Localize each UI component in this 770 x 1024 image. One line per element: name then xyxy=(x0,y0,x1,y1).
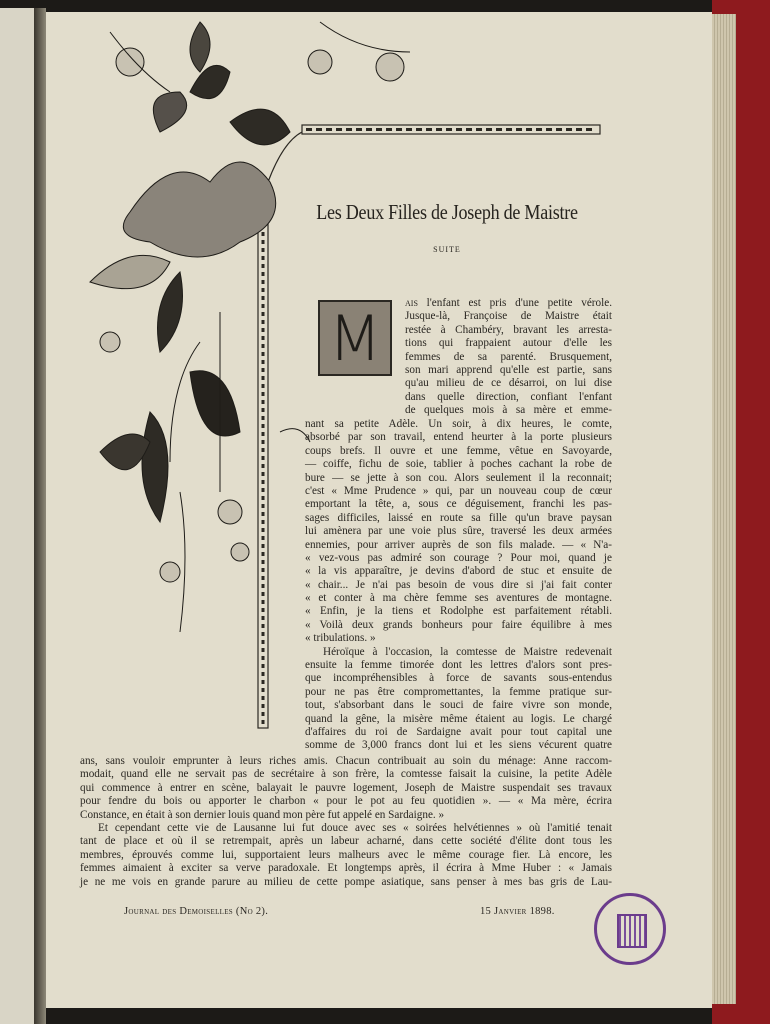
text-line: quand la gêne, la misère même étaient au logis. Le chargé xyxy=(305,712,612,725)
text-line: dans quelle direction, confiant l'enfant xyxy=(405,390,612,403)
footer-date: 15 Janvier 1898. xyxy=(480,906,555,917)
library-stamp xyxy=(594,893,666,965)
text-line: ans, sans vouloir emprunter à leurs riches amis. Chacun contribuait au soin du ménage: Anne raccom- xyxy=(80,755,612,767)
book-gutter xyxy=(34,8,46,1024)
text-block-column xyxy=(305,418,612,753)
text-line: Et cependant cette vie de Lausanne lui fut douce avec ses « soirées helvétiennes » où l'amitié tenait xyxy=(98,821,612,834)
text-line: d'affaires du roi de Sardaigne avait pour tout capital une xyxy=(305,725,612,738)
first-word: ais xyxy=(405,297,418,309)
text-line: « vez-vous pas admiré son courage ? Pour moi, quand je xyxy=(305,551,612,564)
text-line: modait, quand elle ne servait pas de secrétaire à son frère, la comtesse faisait la cuisine, la petite Adèle xyxy=(80,768,612,781)
footer-journal: Journal des Demoiselles (No 2). xyxy=(124,906,269,917)
text-line: femmes de sa parenté. Brusquement, xyxy=(405,350,612,363)
article-subtitle: SUITE xyxy=(433,245,461,254)
text-line: bure — se jette à son cou. Alors seulement il la reconnait; xyxy=(305,471,612,484)
text-line: qui commence à entrer en scène, balayait le pauvre logement, Joseph de Maistre suspendait ses travaux xyxy=(80,781,612,794)
text-line: absorbé par son travail, entend heurter à la porte plusieurs xyxy=(305,431,612,444)
text-line: je ne me vois en grande parure au milieu de cette pompe asiatique, sans penser à mes bas gris de Lau- xyxy=(80,875,612,888)
text-line: qu'au milieu de ce désarroi, on lui dise xyxy=(405,377,612,390)
text-line: membres, éprouvés comme lui, supportaient leurs malheurs avec le même courage fier. Là encore, les xyxy=(80,848,612,861)
text-line: « et conter à ma chère femme ses aventures de montagne. xyxy=(305,592,612,605)
line-text: l'enfant est pris d'une petite vérole. xyxy=(417,297,612,309)
text-line: tant de place et où il se retrempait, après un labeur acharné, dans cette société d'élite dont tous les xyxy=(80,835,612,848)
text-line: ennemies, pour arriver auprès de son fils malade. — « N'a- xyxy=(305,538,612,551)
text-line: « la vis apparaître, je devins d'abord de stuc et ensuite de xyxy=(305,565,612,578)
text-block-full xyxy=(80,755,612,889)
text-line: ensuite la femme timorée dont les lettres d'alors sont pres- xyxy=(305,659,612,672)
text-line: « tribulations. » xyxy=(305,632,376,645)
text-line: Constance, en était à son dernier louis quand mon père fut appelé en Sardaigne. » xyxy=(80,808,445,821)
text-line: que incompréhensibles à force de savants sous-entendus xyxy=(305,672,612,685)
text-line: restée à Chambéry, bravant les arresta- xyxy=(405,323,612,336)
text-line: somme de 3,000 francs dont lui et les siens vécurent quatre xyxy=(305,739,612,752)
text-line: c'est « Mme Prudence » qui, par un nouveau coup de cœur xyxy=(305,484,612,497)
text-line: nant sa petite Adèle. Un soir, à dix heures, le comte, xyxy=(305,418,612,430)
article-title: Les Deux Filles de Joseph de Maistre xyxy=(316,200,578,224)
drop-cap: M xyxy=(318,300,392,376)
text-line: Héroïque à l'occasion, la comtesse de Maistre redevenait xyxy=(323,645,612,658)
text-line: Jusque-là, Françoise de Maistre était xyxy=(405,310,612,323)
text-line: emportant la tête, a, sous ce déguisement, franchi les pas- xyxy=(305,498,612,511)
text-block-dropcap xyxy=(405,297,612,418)
text-line: tout, s'absorbant dans le souci de faire vivre son monde, xyxy=(305,699,612,712)
text-line: « Voilà deux grands bonheurs pour faire équilibre à mes xyxy=(305,618,612,631)
text-line: tions qui frappaient autour d'elle les xyxy=(405,337,612,350)
text-line: pour fendre du bois ou apporter le charbon « pour le pot au feu quotidien ». — « Ma mère, écrira xyxy=(80,795,612,808)
text-line: femmes aimaient à exciter sa verve paradoxale. Et longtemps après, il écrira à Mme Huber : « Jamais xyxy=(80,862,612,875)
text-line: pour ne pas être compromettantes, la femme pratique sur- xyxy=(305,685,612,698)
text-line: de quelques mois à sa mère et emme- xyxy=(405,404,612,417)
text-line: « Enfin, je la tiens et Rodolphe est parfaitement rétabli. xyxy=(305,605,612,618)
text-line: lui amènera par une voie plus sûre, traversé les deux armées xyxy=(305,525,612,538)
text-line: son mari apprend qu'elle est partie, sans xyxy=(405,363,612,376)
text-line: coups brefs. Il ouvre et une femme, vêtue en Savoyarde, xyxy=(305,444,612,457)
text-line xyxy=(405,297,612,310)
text-line: sages difficiles, laissé en route sa fille qu'un brave paysan xyxy=(305,511,612,524)
text-line: « chair... Je n'ai pas besoin de vous dire si j'ai fait conter xyxy=(305,578,612,591)
text-line: — coiffe, fichu de soie, tablier à poches cachant la robe de xyxy=(305,458,612,471)
left-page-edge xyxy=(0,8,34,1024)
